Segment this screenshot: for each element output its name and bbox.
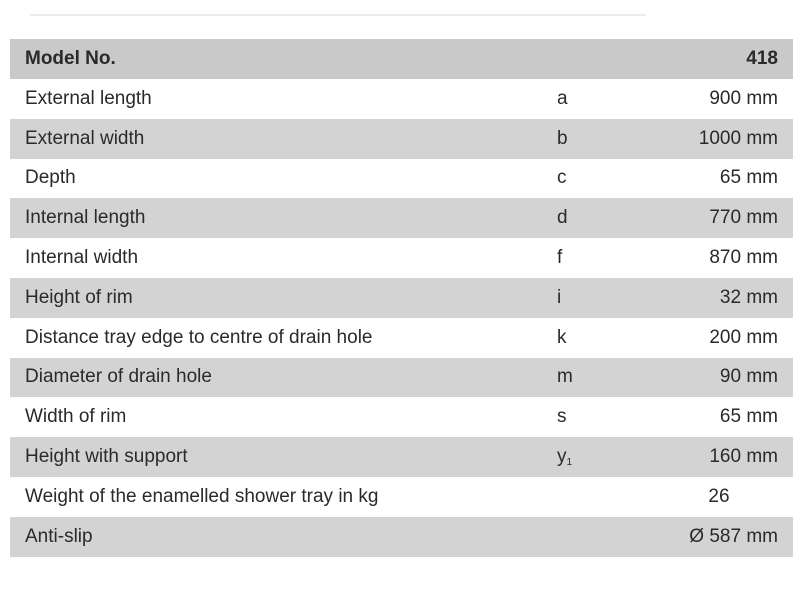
row-value: 870 mm xyxy=(709,247,778,269)
row-label: Width of rim xyxy=(25,406,127,428)
row-label: External width xyxy=(25,127,145,149)
table-row xyxy=(10,517,793,557)
model-label: Model No. xyxy=(25,48,116,69)
top-divider xyxy=(30,14,646,16)
table-row xyxy=(10,198,793,238)
table-row xyxy=(10,437,793,477)
row-symbol xyxy=(557,446,572,468)
row-label: External length xyxy=(25,87,152,109)
symbol-base: y xyxy=(557,446,567,468)
row-value: 32 mm xyxy=(719,286,778,308)
table-row xyxy=(10,119,793,159)
symbol-subscript: 1 xyxy=(566,457,573,469)
table-row xyxy=(10,358,793,398)
spec-table xyxy=(10,39,793,557)
row-label: Weight of the enamelled shower tray in kg xyxy=(25,485,379,507)
row-label: Height with support xyxy=(25,446,188,468)
table-row xyxy=(10,159,793,199)
table-row xyxy=(10,318,793,358)
table-row xyxy=(10,397,793,437)
row-symbol: b xyxy=(557,127,568,149)
table-row xyxy=(10,278,793,318)
row-value: 1000 mm xyxy=(698,127,778,149)
row-label: Diameter of drain hole xyxy=(25,366,212,388)
row-label: Anti-slip xyxy=(25,525,93,547)
row-symbol: c xyxy=(557,167,567,189)
row-value: 26 xyxy=(708,485,730,507)
row-symbol: k xyxy=(557,326,567,348)
table-row xyxy=(10,477,793,517)
row-value: 90 mm xyxy=(719,366,778,388)
table-row xyxy=(10,238,793,278)
row-label: Internal width xyxy=(25,247,139,269)
model-number: 418 xyxy=(746,48,778,69)
row-label: Internal length xyxy=(25,207,146,229)
row-symbol: s xyxy=(557,406,567,428)
row-value: 65 mm xyxy=(719,167,778,189)
row-symbol: f xyxy=(557,247,563,269)
row-symbol: a xyxy=(557,87,568,109)
row-value: 770 mm xyxy=(709,207,778,229)
row-label: Distance tray edge to centre of drain hole xyxy=(25,326,373,348)
table-header-row xyxy=(10,39,793,79)
row-value: 200 mm xyxy=(709,326,778,348)
row-value: 900 mm xyxy=(709,87,778,109)
row-value: Ø 587 mm xyxy=(689,525,778,547)
row-value: 160 mm xyxy=(709,446,778,468)
row-symbol: i xyxy=(557,286,562,308)
row-symbol: m xyxy=(557,366,573,388)
row-value: 65 mm xyxy=(719,406,778,428)
row-symbol: d xyxy=(557,207,568,229)
table-row xyxy=(10,79,793,119)
row-label: Depth xyxy=(25,167,76,189)
row-label: Height of rim xyxy=(25,286,133,308)
